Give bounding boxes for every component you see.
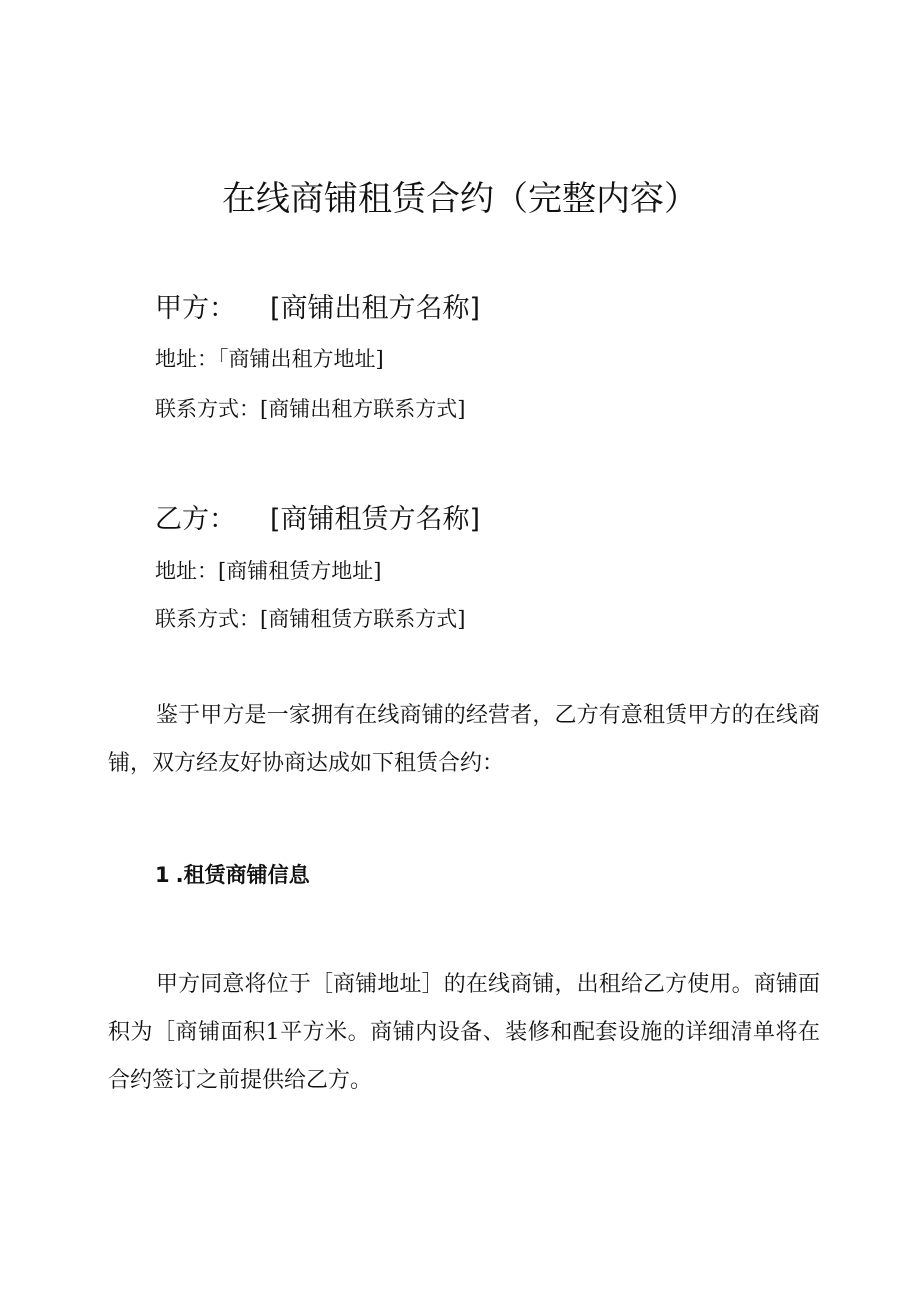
section-1-body: 甲方同意将位于［商铺地址］的在线商铺，出租给乙方使用。商铺面积为［商铺面积1平方米。商铺内设备、装修和配套设施的详细清单将在合约签订之前提供给乙方。 <box>108 972 820 1093</box>
party-a-address-label: 地址： <box>155 347 218 371</box>
party-a-name: [商铺出租方名称] <box>270 293 481 324</box>
party-a-contact-value: [商铺出租方联系方式] <box>260 397 466 421</box>
section-1-title: .租赁商铺信息 <box>175 863 310 887</box>
party-b-contact-value: [商铺租赁方联系方式] <box>260 607 466 631</box>
party-b-name: [商铺租赁方名称] <box>270 504 481 535</box>
party-a-contact <box>155 393 465 425</box>
intro-paragraph: 鉴于甲方是一家拥有在线商铺的经营者，乙方有意租赁甲方的在线商铺，双方经友好协商达成如下租赁合约： <box>108 703 820 776</box>
document-title: 在线商铺租赁合约（完整内容） <box>222 179 698 219</box>
party-b-contact-label: 联系方式： <box>155 607 260 631</box>
section-1-heading <box>155 857 310 893</box>
party-a-label: 甲方： <box>155 293 236 324</box>
party-b-address-label: 地址： <box>155 559 218 583</box>
party-b-address <box>155 555 381 587</box>
party-a-heading <box>155 289 480 329</box>
section-1-number: 1 <box>155 863 170 887</box>
party-b-address-value: [商铺租赁方地址] <box>218 559 382 583</box>
party-b-label: 乙方： <box>155 504 236 535</box>
party-b-heading <box>155 500 480 540</box>
party-a-contact-label: 联系方式： <box>155 397 260 421</box>
party-a-address <box>155 343 384 375</box>
party-b-contact <box>155 603 465 635</box>
party-a-address-value: 「商铺出租方地址] <box>218 347 384 371</box>
